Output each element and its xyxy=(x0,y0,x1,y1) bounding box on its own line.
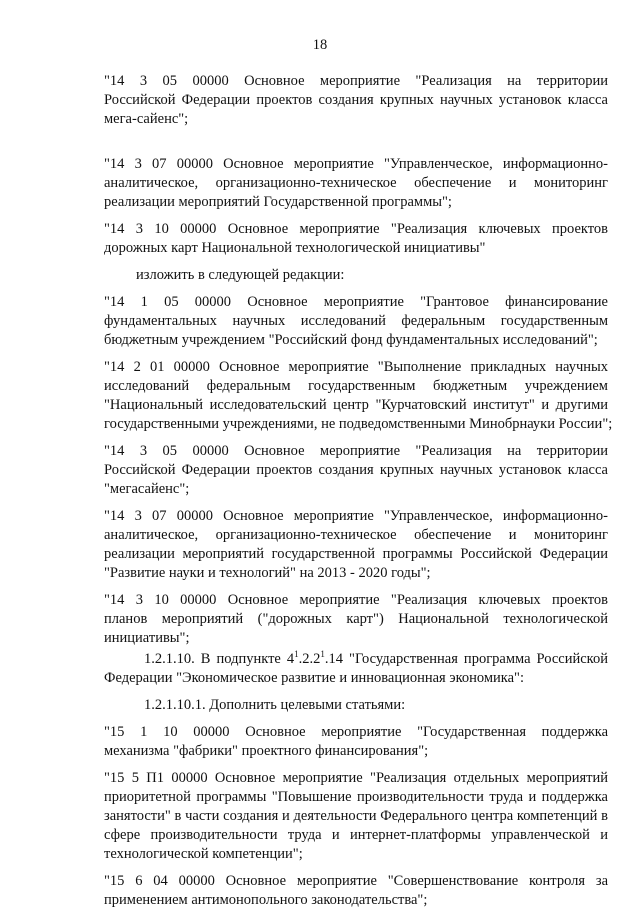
text-line: "14 3 10 00000 Основное мероприятие "Реализация ключевых проектов xyxy=(104,221,608,237)
text-line: "Развитие науки и технологий" на 2013 - 2020 годы"; xyxy=(104,565,431,581)
text-line: бюджетным учреждением "Российский фонд фундаментальных исследований"; xyxy=(104,332,598,348)
text-fragment: .2.2 xyxy=(298,651,321,667)
text-line: "14 3 10 00000 Основное мероприятие "Реализация ключевых проектов xyxy=(104,592,608,608)
text-line: аналитическое, организационно-техническое обеспечение и мониторинг xyxy=(104,175,608,191)
text-line: "14 3 07 00000 Основное мероприятие "Управленческое, информационно- xyxy=(104,156,608,172)
superscript: 1 xyxy=(294,649,299,660)
text-line: применением антимонопольного законодательства"; xyxy=(104,892,428,908)
paragraph-instruction xyxy=(80,266,608,285)
paragraph-14-3-10-new xyxy=(80,591,608,648)
text-line: "14 1 05 00000 Основное мероприятие "Грантовое финансирование xyxy=(104,294,608,310)
text-line: технологической компетенции"; xyxy=(104,846,303,862)
paragraph-14-3-10-old xyxy=(80,220,608,258)
text-line: государственными учреждениями, не подведомственными Минобрнауки России"; xyxy=(104,416,613,432)
paragraph-14-3-05-new xyxy=(80,442,608,499)
paragraph-15-5-p1 xyxy=(80,769,608,864)
superscript: 1 xyxy=(320,649,325,660)
text-line: 1.2.1.10.1. Дополнить целевыми статьями: xyxy=(144,697,406,713)
text-line: фундаментальных научных исследований федеральным государственным xyxy=(104,313,608,329)
text-line: планов мероприятий ("дорожных карт") Национальной технологической xyxy=(104,611,608,627)
text-line: реализации мероприятий Государственной программы"; xyxy=(104,194,452,210)
paragraph-14-2-01 xyxy=(80,358,613,434)
text-line-with-superscripts xyxy=(80,650,608,669)
text-line: Федерации "Экономическое развитие и инновационная экономика": xyxy=(104,670,525,686)
paragraph-1-2-1-10 xyxy=(80,650,608,688)
paragraph-15-6-04 xyxy=(80,872,608,910)
paragraph-15-1-10 xyxy=(80,723,608,761)
text-line: механизма "фабрики" проектного финансирования"; xyxy=(104,743,429,759)
text-line: аналитическое, организационно-техническое обеспечение и мониторинг xyxy=(104,527,608,543)
text-line: инициативы"; xyxy=(104,630,190,646)
text-line: "14 3 05 00000 Основное мероприятие "Реализация на территории xyxy=(104,73,608,89)
text-line: мега-сайенс"; xyxy=(104,111,189,127)
paragraph-14-3-07-old xyxy=(80,155,608,212)
text-line: изложить в следующей редакции: xyxy=(136,267,345,283)
text-line: приоритетной программы "Повышение производительности труда и поддержка xyxy=(104,789,608,805)
text-line: занятости" в части создания и деятельности Федерального центра компетенций в xyxy=(104,808,608,824)
text-line: "Национальный исследовательский центр "Курчатовский институт" и другими xyxy=(104,397,608,413)
text-line: исследований федеральным государственным бюджетным учреждением xyxy=(104,378,608,394)
text-line: "14 3 07 00000 Основное мероприятие "Управленческое, информационно- xyxy=(104,508,608,524)
text-line: "15 6 04 00000 Основное мероприятие "Совершенствование контроля за xyxy=(104,873,608,889)
text-line: Российской Федерации проектов создания крупных научных установок класса xyxy=(104,92,608,108)
paragraph-1-2-1-10-1 xyxy=(80,696,608,715)
text-line: "14 2 01 00000 Основное мероприятие "Выполнение прикладных научных xyxy=(104,359,608,375)
text-fragment: 1.2.1.10. В подпункте 4 xyxy=(144,651,295,667)
text-line: дорожных карт Национальной технологической инициативы" xyxy=(104,240,486,256)
text-line: Российской Федерации проектов создания крупных научных установок класса xyxy=(104,462,608,478)
text-line: "15 5 П1 00000 Основное мероприятие "Реализация отдельных мероприятий xyxy=(104,770,608,786)
document-body xyxy=(80,72,613,918)
text-line: "14 3 05 00000 Основное мероприятие "Реализация на территории xyxy=(104,443,608,459)
paragraph-14-3-05-old xyxy=(80,72,608,129)
text-line: сфере производительности труда и интернет-платформы управленческой и xyxy=(104,827,608,843)
text-line: реализации мероприятий государственной программы Российской Федерации xyxy=(104,546,608,562)
text-fragment: .14 "Государственная программа Российской xyxy=(324,651,608,667)
paragraph-14-1-05 xyxy=(80,293,608,350)
text-line: "мегасайенс"; xyxy=(104,481,190,497)
paragraph-14-3-07-new xyxy=(80,507,608,583)
page-number: 18 xyxy=(312,37,328,53)
text-line: "15 1 10 00000 Основное мероприятие "Государственная поддержка xyxy=(104,724,608,740)
